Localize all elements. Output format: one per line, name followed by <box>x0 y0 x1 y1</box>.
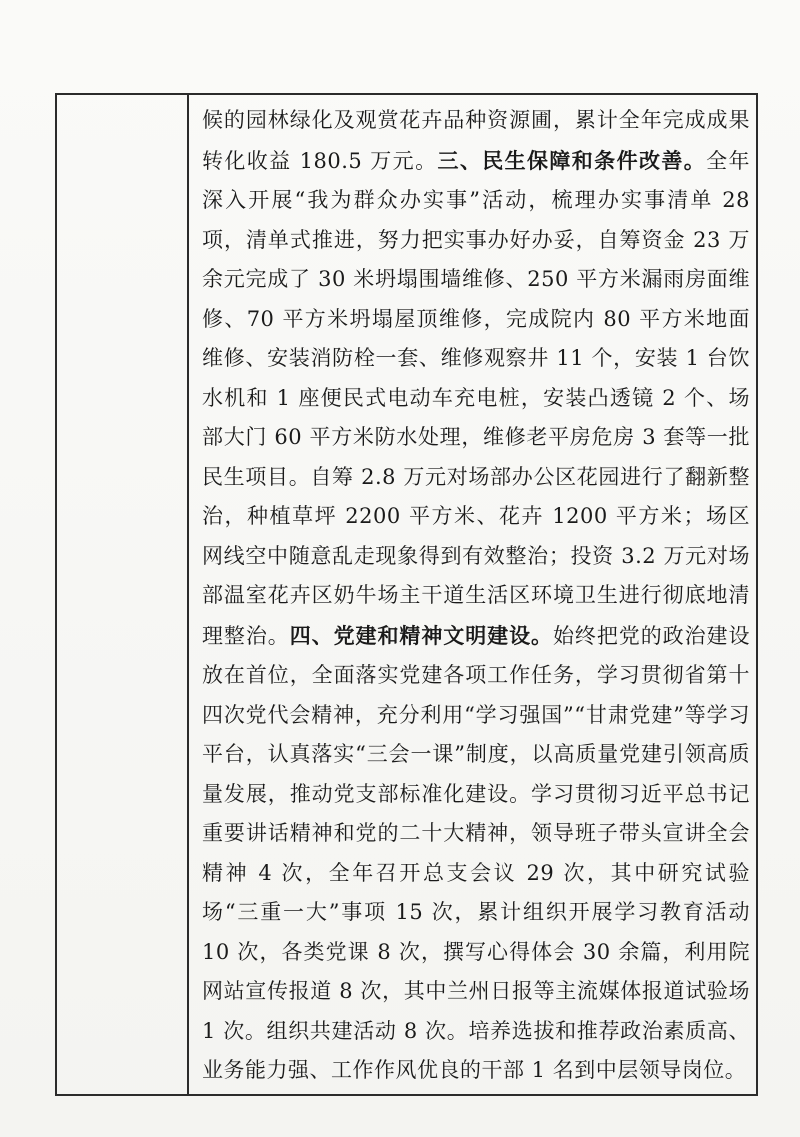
text-segment: 候的园林绿化及观赏花卉品种资源圃，累计全年完成成果转化收益 180.5 万元。 <box>202 108 750 173</box>
text-segment: 始终把党的政治建设放在首位，全面落实党建各项工作任务，学习贯彻省第十四次党代会精神，充分利用“学习强国”“甘肃党建”等学习平台，认真落实“三会一课”制度，以高质量党建引领高质量发展，推动党支部标准化建设。学习贯彻习近平总书记重要讲话精神和党的二十大精神，领导班子带头宣讲全会精神 4 次，全年召开总支会议 29 次，其中研究试验场“三重一大”事项 15 次，累计组织开展学习教育活动 10 次，各类党课 8 次，撰写心得体会 30 余篇，利用院网站宣传报道 8 次，其中兰州日报等主流媒体报道试验场 1 次。组织共建活动 8 次。培养选拔和推荐政治素质高、业务能力强、工作作风优良的干部 1 名到中层领导岗位。 <box>202 623 750 1082</box>
section-heading-4: 四、党建和精神文明建设。 <box>289 622 553 648</box>
section-heading-3: 三、民生保障和条件改善。 <box>437 147 707 173</box>
table-label-cell <box>57 95 189 1094</box>
report-table <box>55 93 758 1096</box>
report-body-text <box>202 101 750 1091</box>
text-segment: 全年深入开展“我为群众办实事”活动，梳理办实事清单 28 项，清单式推进，努力把实事办好办妥，自筹资金 23 万余元完成了 30 米坍塌围墙维修、250 平方米漏雨房面维修、70 平方米坍塌屋顶维修，完成院内 80 平方米地面维修、安装消防栓一套、维修观察井 11 个，安装 1 台饮水机和 1 座便民式电动车充电桩，安装凸透镜 2 个、场部大门 60 平方米防水处理，维修老平房危房 3 套等一批民生项目。自筹 2.8 万元对场部办公区花园进行了翻新整治，种植草坪 2200 平方米、花卉 1200 平方米；场区网线空中随意乱走现象得到有效整治；投资 3.2 万元对场部温室花卉区奶牛场主干道生活区环境卫生进行彻底地清理整治。 <box>202 148 751 648</box>
